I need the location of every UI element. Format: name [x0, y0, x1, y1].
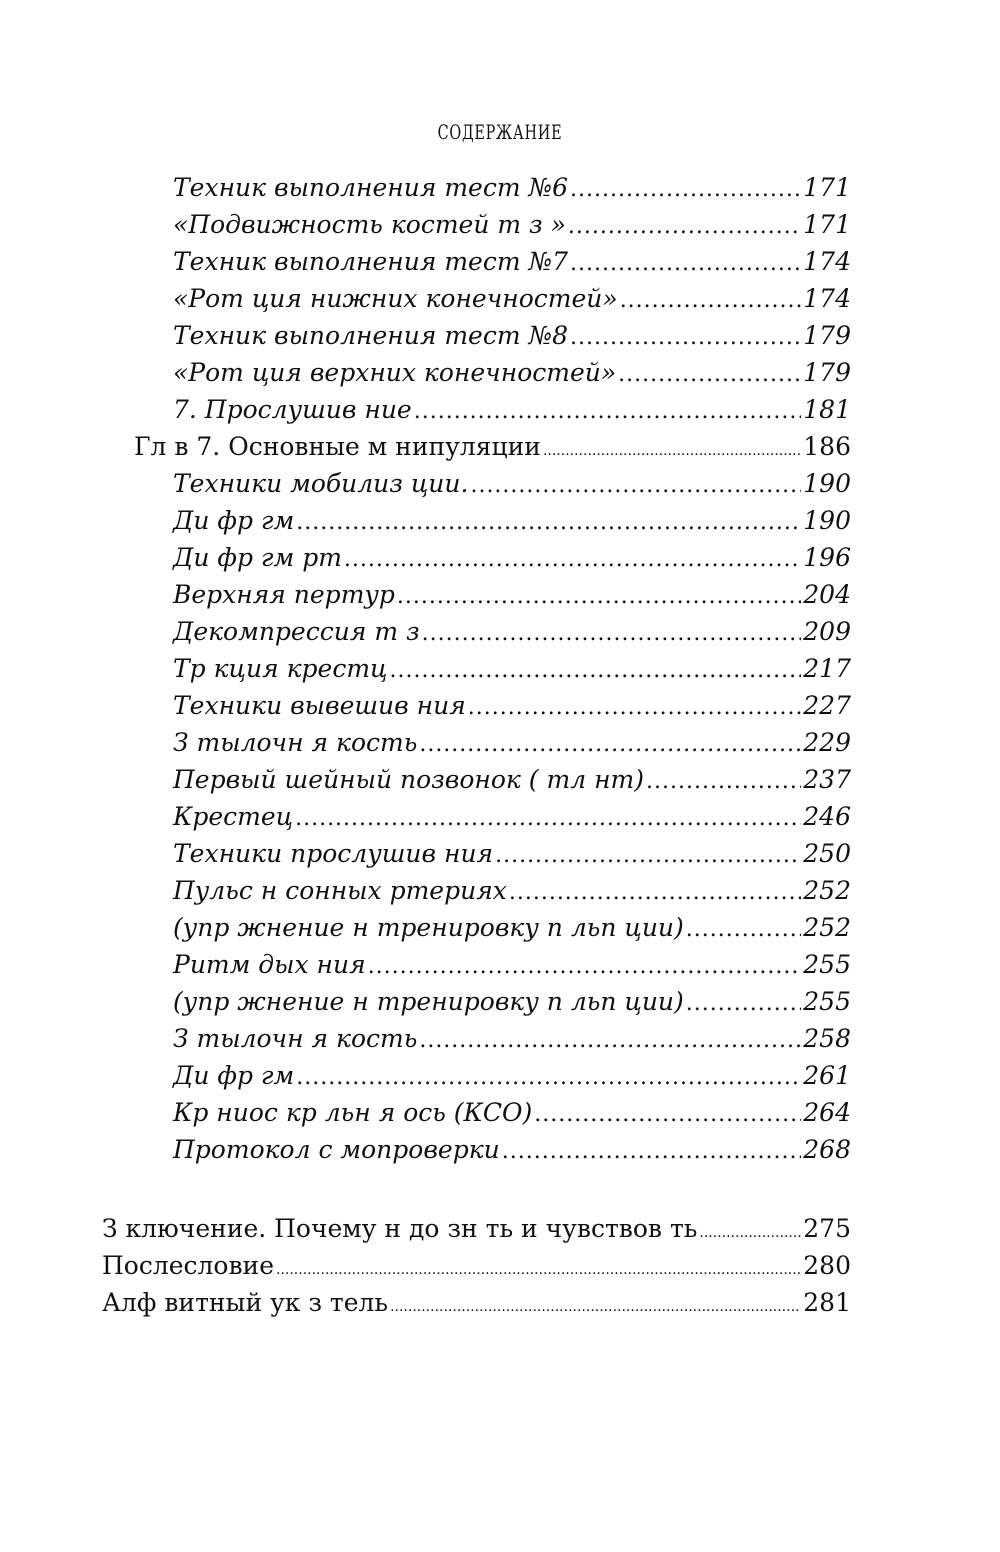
- toc-entry-title: Алф витный ук з тель: [102, 1288, 389, 1317]
- toc-entry: [173, 540, 851, 576]
- toc-page-number: 258: [803, 1024, 851, 1053]
- running-head: СОДЕРЖАНИЕ: [437, 120, 563, 144]
- toc-entry: [134, 429, 851, 465]
- dot-leader: [344, 542, 801, 578]
- toc-entry: [173, 725, 851, 761]
- toc-page-number: 280: [803, 1251, 851, 1280]
- toc-entry: [173, 1021, 851, 1057]
- toc-entry: [173, 1058, 851, 1094]
- toc-entry-title: Верхняя пертур: [173, 580, 395, 609]
- toc-page-number: 171: [803, 173, 851, 202]
- toc-entry-title: Техники вывешив ния: [173, 691, 466, 720]
- toc-page-number: 204: [803, 580, 851, 609]
- dot-leader: [570, 246, 801, 282]
- toc-entry: [173, 503, 851, 539]
- toc-page-number: 179: [803, 321, 851, 350]
- toc-entry: [173, 1132, 851, 1168]
- toc-page-number: 174: [803, 284, 851, 313]
- toc-page-number: 237: [803, 765, 851, 794]
- dot-leader: [390, 1289, 801, 1325]
- toc-entry: [173, 170, 851, 206]
- toc-page-number: 255: [803, 987, 851, 1016]
- toc-entry-title: «Рот ция верхних конечностей»: [173, 358, 617, 387]
- toc-entry: [173, 355, 851, 391]
- dot-leader: [570, 320, 801, 356]
- toc-entry-title: Пульс н сонных ртериях: [173, 876, 507, 905]
- toc-entry-title: З тылочн я кость: [173, 1024, 418, 1053]
- toc-entry: [173, 614, 851, 650]
- toc-page-number: 227: [803, 691, 851, 720]
- toc-entry-title: Протокол с мопроверки: [173, 1135, 500, 1164]
- toc-page-number: 190: [803, 506, 851, 535]
- toc-entry-title: Ди фр гм: [173, 1061, 295, 1090]
- toc-entry-title: Тр кция крестц: [173, 654, 388, 683]
- dot-leader: [295, 801, 801, 837]
- dot-leader: [646, 764, 801, 800]
- toc-page-number: 255: [803, 950, 851, 979]
- dot-leader: [699, 1215, 801, 1251]
- toc-entry: [173, 873, 851, 909]
- toc-entry-title: «Подвижность костей т з »: [173, 210, 566, 239]
- dot-leader: [368, 949, 802, 985]
- toc-entry: [173, 799, 851, 835]
- toc-page-number: 281: [803, 1288, 851, 1317]
- dot-leader: [296, 505, 801, 541]
- dot-leader: [509, 875, 801, 911]
- dot-leader: [468, 690, 802, 726]
- toc-page-number: 179: [803, 358, 851, 387]
- toc-entry-title: Ди фр гм: [173, 506, 295, 535]
- toc-page-number: 252: [803, 913, 851, 942]
- toc-entry-title: Первый шейный позвонок ( тл нт): [173, 765, 644, 794]
- toc-entry-title: Техник выполнения тест №6: [173, 173, 569, 202]
- toc-entry: [173, 688, 851, 724]
- toc-entry-title: «Рот ция нижних конечностей»: [173, 284, 618, 313]
- dot-leader: [570, 172, 801, 208]
- toc-entry: [102, 1248, 851, 1284]
- toc-page-number: 268: [803, 1135, 851, 1164]
- dot-leader: [276, 1252, 801, 1288]
- toc-entry: [173, 318, 851, 354]
- toc-entry-title: Декомпрессия т з: [173, 617, 420, 646]
- toc-page-number: 264: [803, 1098, 851, 1127]
- toc-page-number: 186: [803, 432, 851, 461]
- toc-entry-title: Техники мобилиз ции.: [173, 469, 469, 498]
- toc-entry-title: Гл в 7. Основные м нипуляции: [134, 432, 541, 461]
- toc-page-number: 181: [803, 395, 851, 424]
- toc-entry: [173, 651, 851, 687]
- toc-page-number: 261: [803, 1061, 851, 1090]
- toc-entry: [173, 577, 851, 613]
- dot-leader: [419, 727, 801, 763]
- dot-leader: [422, 616, 802, 652]
- toc-entry: [173, 392, 851, 428]
- toc-entry: [173, 1095, 851, 1131]
- toc-page-number: 229: [803, 728, 851, 757]
- toc-entry-title: (упр жнение н тренировку п льп ции): [173, 987, 684, 1016]
- toc-entry: [173, 244, 851, 280]
- toc-entry-title: Ди фр гм рт: [173, 543, 342, 572]
- toc-entry: [173, 762, 851, 798]
- dot-leader: [495, 838, 801, 874]
- dot-leader: [686, 912, 801, 948]
- toc-page-number: 196: [803, 543, 851, 572]
- toc-page-number: 250: [803, 839, 851, 868]
- toc-entry: [102, 1285, 851, 1321]
- dot-leader: [568, 209, 801, 245]
- toc-entry: [173, 947, 851, 983]
- toc-entry: [102, 1211, 851, 1247]
- toc-entry-title: Крестец: [173, 802, 294, 831]
- toc-page-number: 217: [803, 654, 851, 683]
- toc-page-number: 190: [803, 469, 851, 498]
- toc-entry-title: (упр жнение н тренировку п льп ции): [173, 913, 684, 942]
- toc-entry-title: З ключение. Почему н до зн ть и чувствов ть: [102, 1214, 698, 1243]
- toc-entry-title: Послесловие: [102, 1251, 274, 1280]
- toc-page-number: 174: [803, 247, 851, 276]
- dot-leader: [534, 1097, 801, 1133]
- dot-leader: [470, 468, 801, 504]
- toc-entry-title: 7. Прослушив ние: [173, 395, 412, 424]
- toc-entry: [173, 984, 851, 1020]
- toc-page-number: 246: [803, 802, 851, 831]
- toc-entry: [173, 466, 851, 502]
- toc-page-number: 275: [803, 1214, 851, 1243]
- toc-entry: [173, 207, 851, 243]
- toc-entry-title: Кр ниос кр льн я ось (КСО): [173, 1098, 533, 1127]
- dot-leader: [620, 283, 802, 319]
- dot-leader: [419, 1023, 801, 1059]
- toc-entry-title: Техник выполнения тест №8: [173, 321, 569, 350]
- dot-leader: [397, 579, 801, 615]
- toc-entry-title: Техники прослушив ния: [173, 839, 494, 868]
- toc-page-number: 171: [803, 210, 851, 239]
- toc-entry: [173, 910, 851, 946]
- dot-leader: [296, 1060, 801, 1096]
- dot-leader: [618, 357, 801, 393]
- dot-leader: [414, 394, 802, 430]
- dot-leader: [543, 433, 801, 469]
- toc-entry-title: Ритм дых ния: [173, 950, 366, 979]
- dot-leader: [686, 986, 801, 1022]
- toc-entry: [173, 836, 851, 872]
- toc-entry-title: З тылочн я кость: [173, 728, 418, 757]
- dot-leader: [389, 653, 801, 689]
- toc-entry: [173, 281, 851, 317]
- dot-leader: [502, 1134, 802, 1170]
- toc-page-number: 209: [803, 617, 851, 646]
- toc-page-number: 252: [803, 876, 851, 905]
- toc-entry-title: Техник выполнения тест №7: [173, 247, 569, 276]
